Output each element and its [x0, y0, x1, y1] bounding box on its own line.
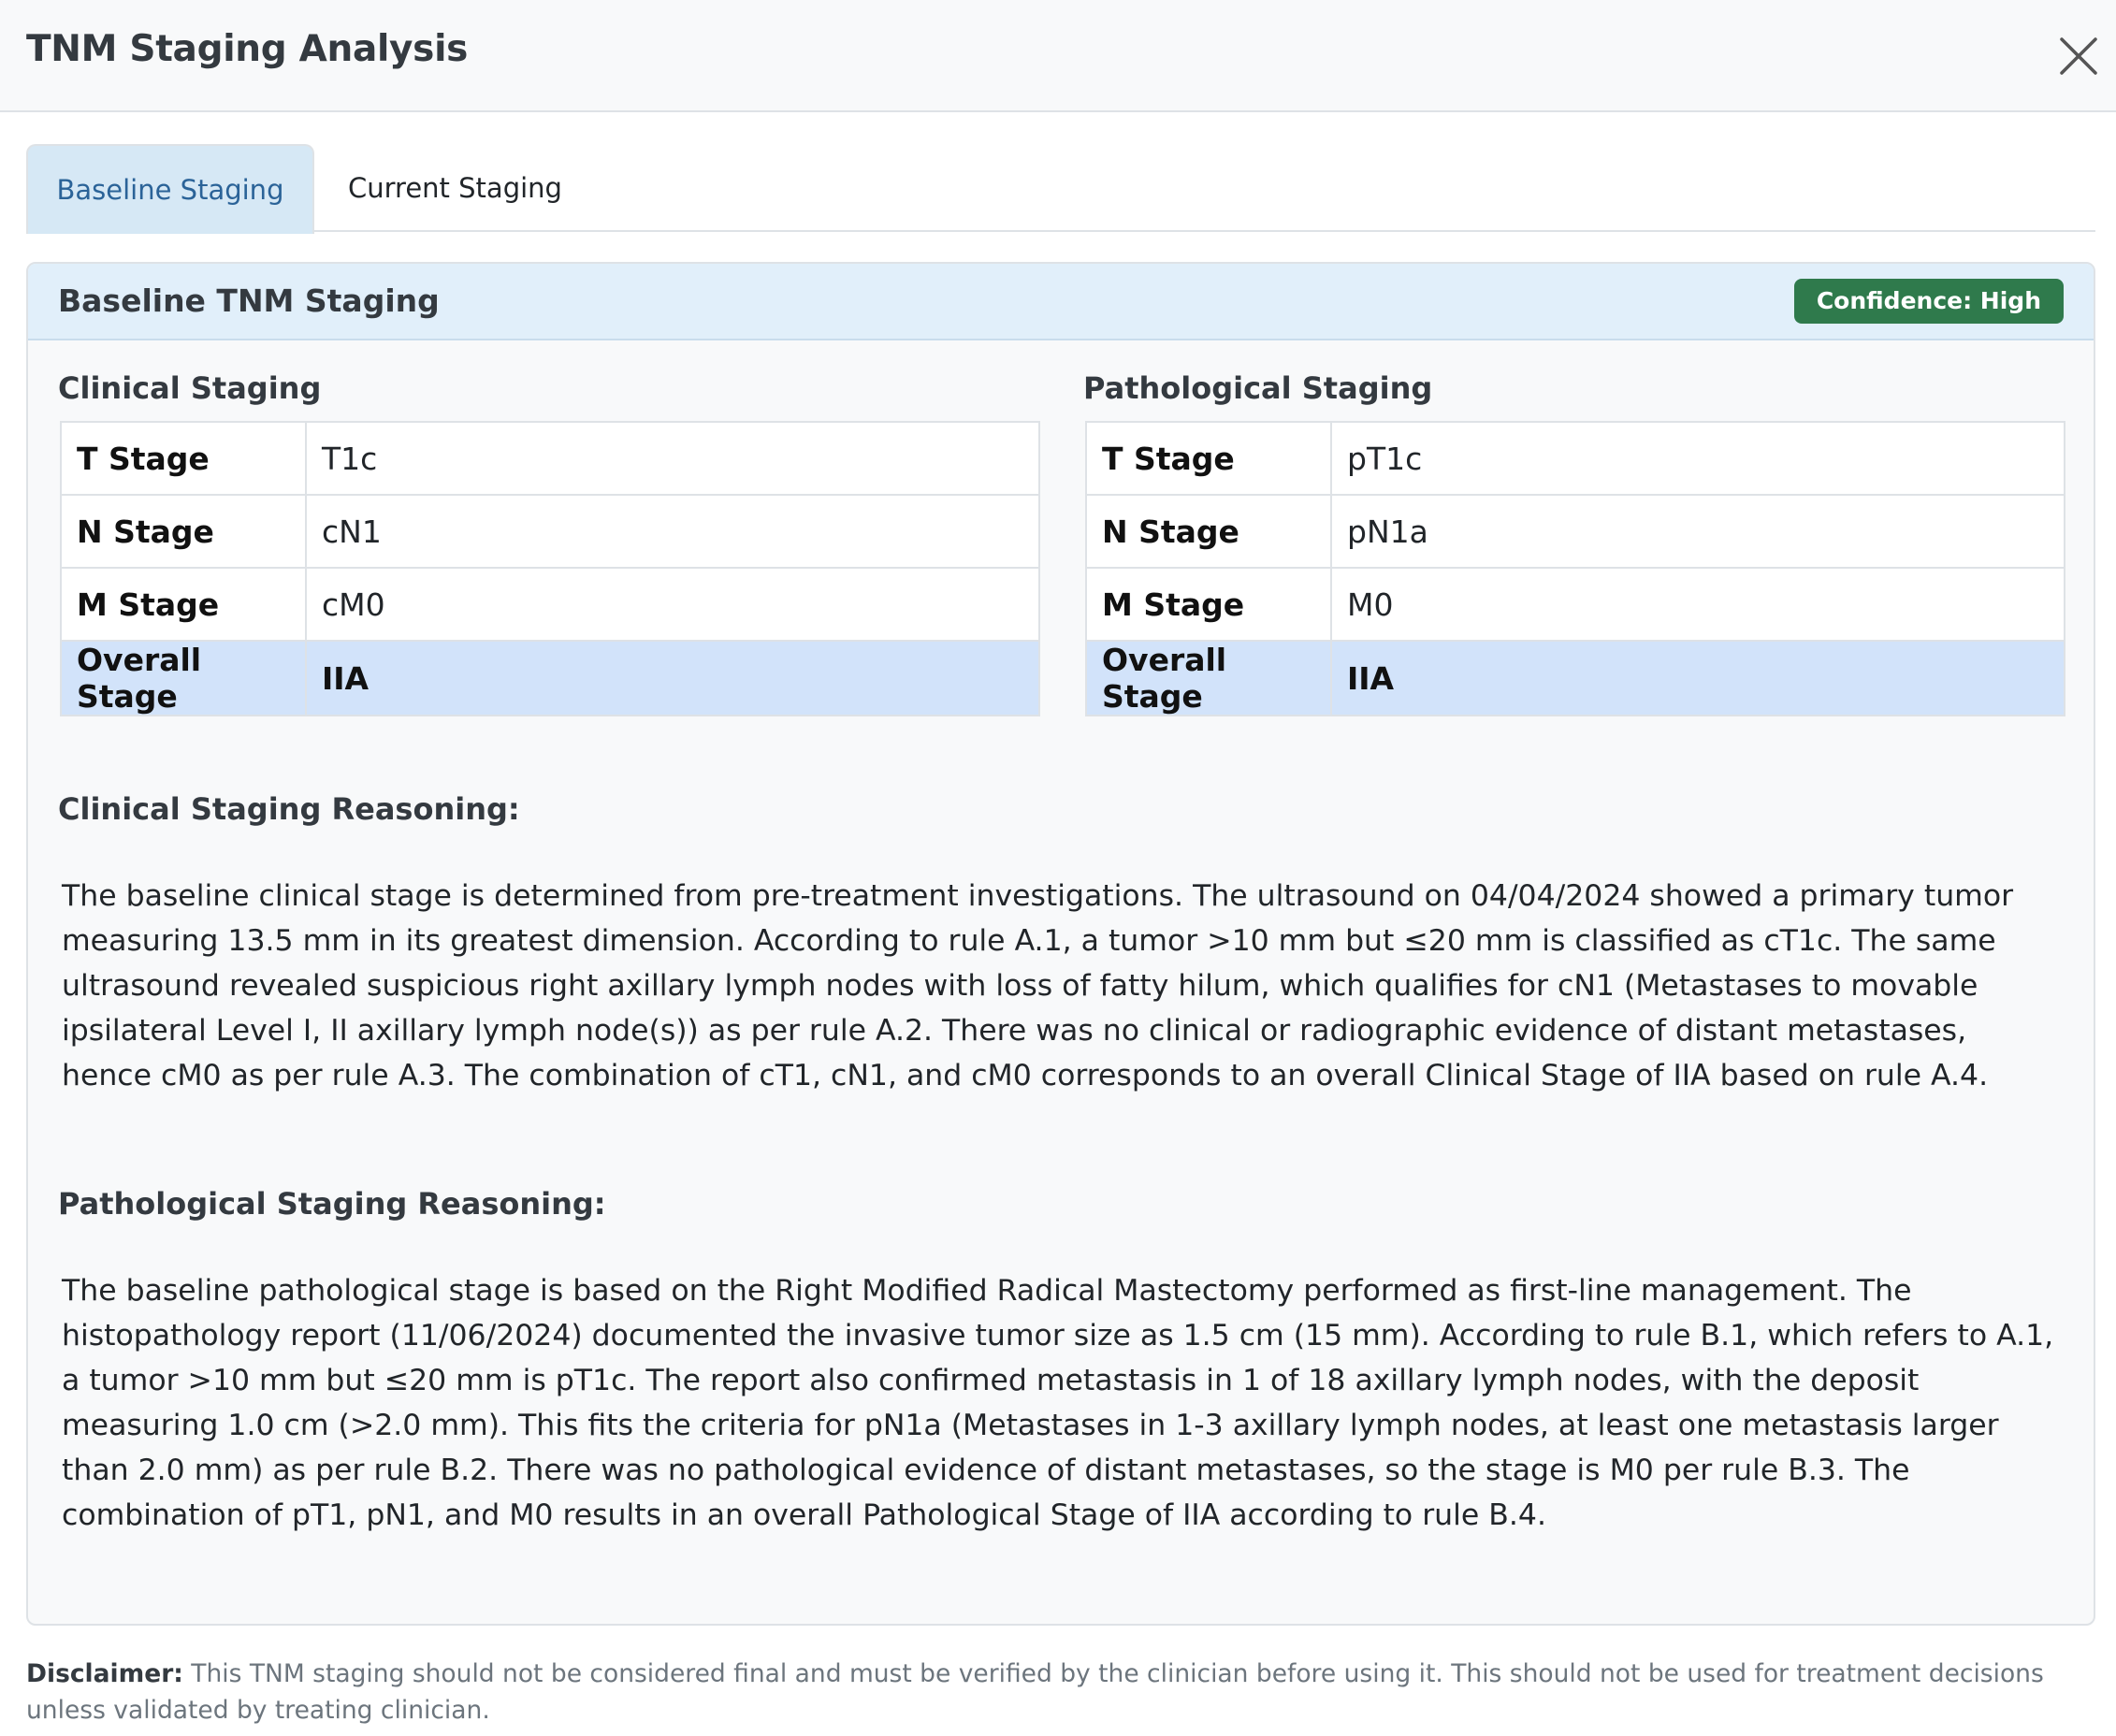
row-label: T Stage [1086, 422, 1331, 495]
overall-stage-row [1086, 641, 2065, 716]
row-label: Overall Stage [61, 641, 306, 716]
tab-current-staging[interactable]: Current Staging [348, 172, 562, 204]
pathological-staging-heading: Pathological Staging [1083, 370, 1433, 406]
overall-stage-row [61, 641, 1039, 716]
row-value: pT1c [1331, 422, 2065, 495]
close-icon [2054, 32, 2103, 80]
baseline-staging-card [26, 262, 2095, 1626]
card-title: Baseline TNM Staging [58, 282, 440, 319]
pathological-staging-table [1085, 421, 2065, 716]
card-header [28, 264, 2094, 340]
clinical-reasoning-text: The baseline clinical stage is determined from pre-treatment investigations. The ultrasound on 04/04/2024 showed a primary tumor measuring 13.5 mm in its greatest dimension. According to rule A.1, a tumor >10 mm but ≤20 mm is classified as cT1c. The same ultrasound revealed suspicious right axillary lymph nodes with loss of fatty hilum, which qualifies for cN1 (Metastases to movable ipsilateral Level I, II axillary lymph node(s)) as per rule A.2. There was no clinical or radiographic evidence of distant metastases, hence cM0 as per rule A.3. The combination of cT1, cN1, and cM0 corresponds to an overall Clinical Stage of IIA based on rule A.4. [62, 879, 2014, 1092]
row-value: cM0 [306, 568, 1039, 641]
close-button[interactable] [2054, 32, 2103, 80]
confidence-badge: Confidence: High [1794, 279, 2064, 324]
row-label: M Stage [1086, 568, 1331, 641]
row-label: N Stage [61, 495, 306, 568]
tab-baseline-staging[interactable]: Baseline Staging [26, 144, 314, 234]
disclaimer [26, 1656, 2094, 1729]
pathological-reasoning-heading: Pathological Staging Reasoning: [58, 1186, 606, 1222]
modal-header [0, 0, 2116, 112]
disclaimer-text: This TNM staging should not be considered final and must be verified by the clinician before using it. This should not be used for treatment decisions unless validated by treating clinician. [26, 1659, 2044, 1725]
row-label: N Stage [1086, 495, 1331, 568]
row-label: Overall Stage [1086, 641, 1331, 716]
row-label: T Stage [61, 422, 306, 495]
pathological-reasoning-text: The baseline pathological stage is based on the Right Modified Radical Mastectomy performed as first-line management. The histopathology report (11/06/2024) documented the invasive tumor size as 1.5 cm (15 mm). According to rule B.1, which refers to A.1, a tumor >10 mm but ≤20 mm is pT1c. The report also confirmed metastasis in 1 of 18 axillary lymph nodes, with the deposit measuring 1.0 cm (>2.0 mm). This fits the criteria for pN1a (Metastases in 1-3 axillary lymph nodes, at least one metastasis larger than 2.0 mm) as per rule B.2. There was no pathological evidence of distant metastases, so the stage is M0 per rule B.3. The combination of pT1, pN1, and M0 results in an overall Pathological Stage of IIA according to rule B.4. [62, 1274, 2054, 1532]
clinical-reasoning-heading: Clinical Staging Reasoning: [58, 791, 520, 827]
table-row [61, 495, 1039, 568]
clinical-staging-heading: Clinical Staging [58, 370, 322, 406]
modal-title: TNM Staging Analysis [26, 28, 469, 70]
row-value: M0 [1331, 568, 2065, 641]
row-value: IIA [306, 641, 1039, 716]
table-row [61, 568, 1039, 641]
row-label: M Stage [61, 568, 306, 641]
row-value: pN1a [1331, 495, 2065, 568]
row-value: T1c [306, 422, 1039, 495]
table-row [1086, 495, 2065, 568]
row-value: cN1 [306, 495, 1039, 568]
disclaimer-label: Disclaimer: [26, 1659, 183, 1688]
table-row [1086, 568, 2065, 641]
staging-tabs [26, 144, 2095, 232]
row-value: IIA [1331, 641, 2065, 716]
table-row [61, 422, 1039, 495]
table-row [1086, 422, 2065, 495]
clinical-staging-table [60, 421, 1040, 716]
